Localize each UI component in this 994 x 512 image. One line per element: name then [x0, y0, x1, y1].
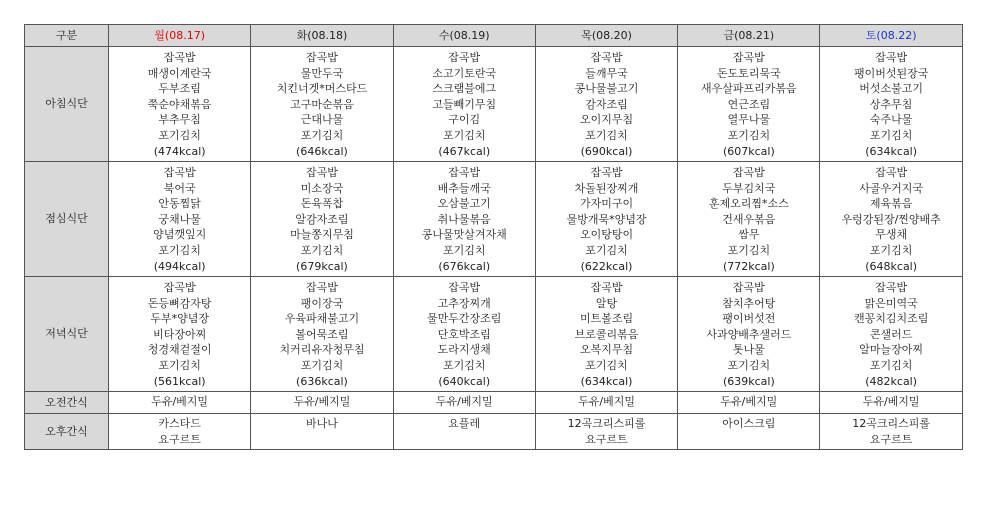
menu-item: 포기김치	[869, 128, 913, 142]
menu-item: 포기김치	[585, 128, 628, 142]
menu-item: 치커리유자청무침	[279, 343, 365, 357]
menu-item: (622kcal)	[580, 259, 633, 273]
menu-item: 우렁강된장/찐양배추	[841, 212, 941, 226]
menu-item: 포기김치	[300, 243, 344, 257]
header-category: 구분	[25, 25, 109, 47]
menu-cell-wed	[393, 392, 535, 414]
menu-cell-tue	[251, 277, 393, 392]
menu-item: (640kcal)	[438, 374, 491, 388]
menu-item: 12곡크리스피롤	[852, 417, 931, 430]
menu-item: (607kcal)	[722, 144, 775, 158]
menu-item: (474kcal)	[153, 144, 206, 158]
menu-item: 오이탕탕이	[579, 228, 634, 242]
header-row	[25, 25, 963, 47]
menu-item: 잡곡밥	[590, 51, 623, 64]
menu-item: 단호박조림	[437, 327, 491, 341]
menu-cell-wed	[393, 47, 535, 162]
menu-item: 건새우볶음	[722, 212, 776, 226]
menu-item: (634kcal)	[865, 144, 918, 158]
menu-item: 안동찜닭	[158, 197, 201, 211]
menu-item: 팽이장국	[300, 296, 344, 310]
menu-cell-thu	[535, 392, 677, 414]
menu-cell-mon	[109, 277, 251, 392]
row-label: 오전간식	[25, 392, 109, 414]
menu-item: 톳나물	[732, 343, 765, 357]
menu-item: 알탕	[595, 296, 618, 310]
menu-item: 잡곡밥	[163, 166, 196, 179]
menu-item: 잡곡밥	[448, 166, 481, 179]
breakfast-row	[25, 47, 963, 162]
menu-item: 바나나	[306, 417, 338, 430]
menu-cell-tue	[251, 47, 393, 162]
row-label: 아침식단	[25, 47, 109, 162]
menu-item: 돈등뼈감자탕	[147, 296, 212, 310]
menu-item: 포기김치	[442, 128, 486, 142]
menu-item: 잡곡밥	[732, 281, 765, 294]
menu-cell-sat	[820, 162, 962, 277]
menu-item: 포기김치	[585, 243, 628, 257]
menu-item: 부추무침	[158, 113, 201, 127]
menu-item: 감자조림	[585, 97, 628, 111]
menu-cell-fri	[678, 162, 820, 277]
menu-item: 물만두간장조림	[427, 312, 502, 326]
header-day-mon: 월(08.17)	[109, 25, 251, 47]
menu-item: 숙주나물	[869, 113, 913, 127]
header-day-thu: 목(08.20)	[535, 25, 677, 47]
menu-item: 잡곡밥	[875, 281, 908, 294]
menu-cell-thu	[535, 162, 677, 277]
menu-item: 볼어묵조림	[295, 327, 349, 341]
menu-item: 잡곡밥	[448, 51, 481, 64]
menu-item: 맑은미역국	[864, 296, 918, 310]
menu-item: 두유/베지밀	[151, 395, 209, 408]
menu-item: 오이지무침	[579, 113, 634, 127]
menu-cell-thu	[535, 414, 677, 450]
menu-item: (482kcal)	[865, 374, 918, 388]
menu-item: 잡곡밥	[306, 51, 338, 64]
menu-item: 두부김치국	[722, 181, 776, 195]
menu-item: 취나물볶음	[437, 212, 491, 226]
menu-item: 비타장아찌	[153, 327, 207, 341]
menu-item: 제육볶음	[869, 197, 913, 211]
menu-item: (561kcal)	[153, 374, 206, 388]
row-label: 점심식단	[25, 162, 109, 277]
menu-cell-wed	[393, 162, 535, 277]
menu-item: 포기김치	[158, 358, 201, 372]
menu-item: 팽이버섯전	[722, 312, 776, 326]
menu-item: 고추장찌개	[437, 296, 491, 310]
menu-item: 잡곡밥	[732, 51, 765, 64]
menu-item: 포기김치	[300, 358, 344, 372]
menu-item: 근대나물	[300, 113, 344, 127]
row-label: 오후간식	[25, 414, 109, 450]
menu-item: (636kcal)	[296, 374, 348, 388]
menu-item: 두부*양념장	[150, 312, 209, 326]
menu-cell-sat	[820, 392, 962, 414]
menu-item: 알감자조림	[295, 212, 349, 226]
menu-item: 알마늘장아찌	[859, 343, 924, 357]
menu-item: 마늘쫑지무침	[290, 228, 354, 242]
menu-item: 잡곡밥	[306, 281, 338, 294]
menu-item: 잡곡밥	[306, 166, 338, 179]
menu-cell-fri	[678, 47, 820, 162]
menu-item: 쭉순야채볶음	[147, 97, 212, 111]
header-day-tue: 화(08.18)	[251, 25, 393, 47]
menu-item: 캔꽁치김치조림	[853, 312, 929, 326]
menu-item: 구이김	[448, 113, 481, 127]
menu-cell-fri	[678, 392, 820, 414]
header-day-wed: 수(08.19)	[393, 25, 535, 47]
menu-item: 아이스크림	[722, 417, 776, 430]
menu-item: 두유/베지밀	[435, 395, 493, 408]
row-label: 저녁식단	[25, 277, 109, 392]
menu-item: 잡곡밥	[163, 281, 196, 294]
menu-cell-fri	[678, 277, 820, 392]
menu-cell-tue	[251, 414, 393, 450]
menu-cell-wed	[393, 277, 535, 392]
menu-cell-wed	[393, 414, 535, 450]
menu-item: 팽이버섯된장국	[853, 66, 929, 80]
dinner-row	[25, 277, 963, 392]
menu-item: 두유/베지밀	[720, 395, 778, 408]
menu-item: 무생채	[875, 228, 908, 242]
menu-item: 버섯소불고기	[859, 82, 924, 96]
header-day-fri: 금(08.21)	[678, 25, 820, 47]
menu-item: 상추무침	[869, 97, 913, 111]
menu-cell-fri	[678, 414, 820, 450]
menu-item: 포기김치	[727, 128, 771, 142]
menu-item: 포기김치	[442, 358, 486, 372]
menu-item: 들깨무국	[585, 66, 628, 80]
menu-item: 포기김치	[442, 243, 486, 257]
menu-item: 고들빼기무침	[432, 97, 497, 111]
menu-item: 미소장국	[300, 181, 344, 195]
menu-item: 잡곡밥	[590, 166, 623, 179]
menu-cell-tue	[251, 162, 393, 277]
menu-item: 콩나물맛살겨자채	[421, 228, 507, 242]
menu-cell-mon	[109, 414, 251, 450]
menu-item: 새우살파프리카볶음	[701, 82, 797, 96]
menu-cell-tue	[251, 392, 393, 414]
menu-item: 궁채나물	[158, 212, 201, 226]
menu-item: 돈육폭찹	[300, 197, 344, 211]
menu-item: 돈도토리묵국	[716, 66, 781, 80]
menu-item: 콩나물불고기	[574, 82, 639, 96]
menu-item: 두부조림	[158, 82, 201, 96]
menu-item: 요플레	[448, 417, 481, 430]
menu-item: 포기김치	[300, 128, 344, 142]
menu-item: 요구르트	[585, 432, 628, 446]
menu-item: 물만두국	[300, 66, 344, 80]
menu-item: 사과양배추샐러드	[706, 327, 792, 341]
menu-item: 물방개묵*양념장	[566, 212, 647, 226]
menu-item: (646kcal)	[296, 144, 348, 158]
menu-item: 매생이계란국	[147, 66, 212, 80]
menu-cell-sat	[820, 47, 962, 162]
menu-item: (690kcal)	[580, 144, 633, 158]
menu-item: 북어국	[163, 181, 196, 195]
menu-item: 배추들깨국	[437, 181, 491, 195]
menu-item: 포기김치	[727, 358, 771, 372]
header-day-sat: 토(08.22)	[820, 25, 962, 47]
menu-item: 우육파채불고기	[284, 312, 360, 326]
morning-snack-row	[25, 392, 963, 414]
menu-item: (648kcal)	[865, 259, 918, 273]
menu-item: 두유/베지밀	[293, 395, 351, 408]
menu-item: (676kcal)	[438, 259, 491, 273]
menu-item: 포기김치	[158, 243, 201, 257]
menu-item: 두유/베지밀	[862, 395, 920, 408]
menu-item: 콘샐러드	[869, 327, 913, 341]
menu-item: 두유/베지밀	[578, 395, 635, 408]
menu-cell-thu	[535, 47, 677, 162]
menu-item: 잡곡밥	[590, 281, 623, 294]
menu-item: 도라지생채	[437, 343, 491, 357]
menu-item: 포기김치	[727, 243, 771, 257]
menu-item: (679kcal)	[296, 259, 348, 273]
menu-item: 포기김치	[869, 243, 913, 257]
menu-item: 참치추어탕	[722, 296, 776, 310]
menu-item: (494kcal)	[153, 259, 206, 273]
menu-item: 차돌된장찌개	[574, 181, 639, 195]
menu-item: 잡곡밥	[732, 166, 765, 179]
menu-item: 소고기토란국	[432, 66, 497, 80]
menu-item: 잡곡밥	[448, 281, 481, 294]
menu-cell-sat	[820, 277, 962, 392]
menu-item: 요구르트	[158, 432, 201, 446]
menu-item: 포기김치	[585, 358, 628, 372]
menu-item: 요구르트	[869, 432, 913, 446]
afternoon-snack-row	[25, 414, 963, 450]
menu-item: (639kcal)	[722, 374, 775, 388]
menu-item: 포기김치	[869, 358, 913, 372]
menu-item: 잡곡밥	[875, 51, 908, 64]
menu-cell-sat	[820, 414, 962, 450]
menu-cell-mon	[109, 47, 251, 162]
menu-item: 연근조림	[727, 97, 771, 111]
menu-item: 카스타드	[158, 417, 201, 430]
menu-cell-mon	[109, 162, 251, 277]
menu-item: 고구마순볶음	[290, 97, 354, 111]
menu-item: 오복지무침	[579, 343, 634, 357]
menu-item: (467kcal)	[438, 144, 491, 158]
menu-item: 가자미구이	[579, 197, 634, 211]
menu-item: 12곡크리스피롤	[567, 417, 646, 430]
menu-item: 잡곡밥	[875, 166, 908, 179]
menu-item: 청경채겉절이	[147, 343, 212, 357]
menu-item: 열무나물	[727, 113, 771, 127]
menu-item: 미트볼조림	[579, 312, 634, 326]
menu-item: 양념깻잎지	[153, 228, 207, 242]
menu-item: (772kcal)	[722, 259, 775, 273]
menu-cell-mon	[109, 392, 251, 414]
menu-item: (634kcal)	[580, 374, 633, 388]
weekly-menu-table	[24, 24, 963, 450]
lunch-row	[25, 162, 963, 277]
menu-item: 사골우거지국	[859, 181, 924, 195]
menu-item: 브로콜리볶음	[574, 327, 639, 341]
menu-item: 잡곡밥	[163, 51, 196, 64]
menu-item: 포기김치	[158, 128, 201, 142]
menu-item: 쌈무	[738, 228, 760, 242]
menu-item: 오삼불고기	[437, 197, 491, 211]
menu-cell-thu	[535, 277, 677, 392]
menu-item: 스크램블에그	[432, 82, 497, 96]
menu-item: 훈제오리찜*소스	[708, 197, 789, 211]
menu-item: 치킨너겟*머스타드	[276, 82, 368, 96]
